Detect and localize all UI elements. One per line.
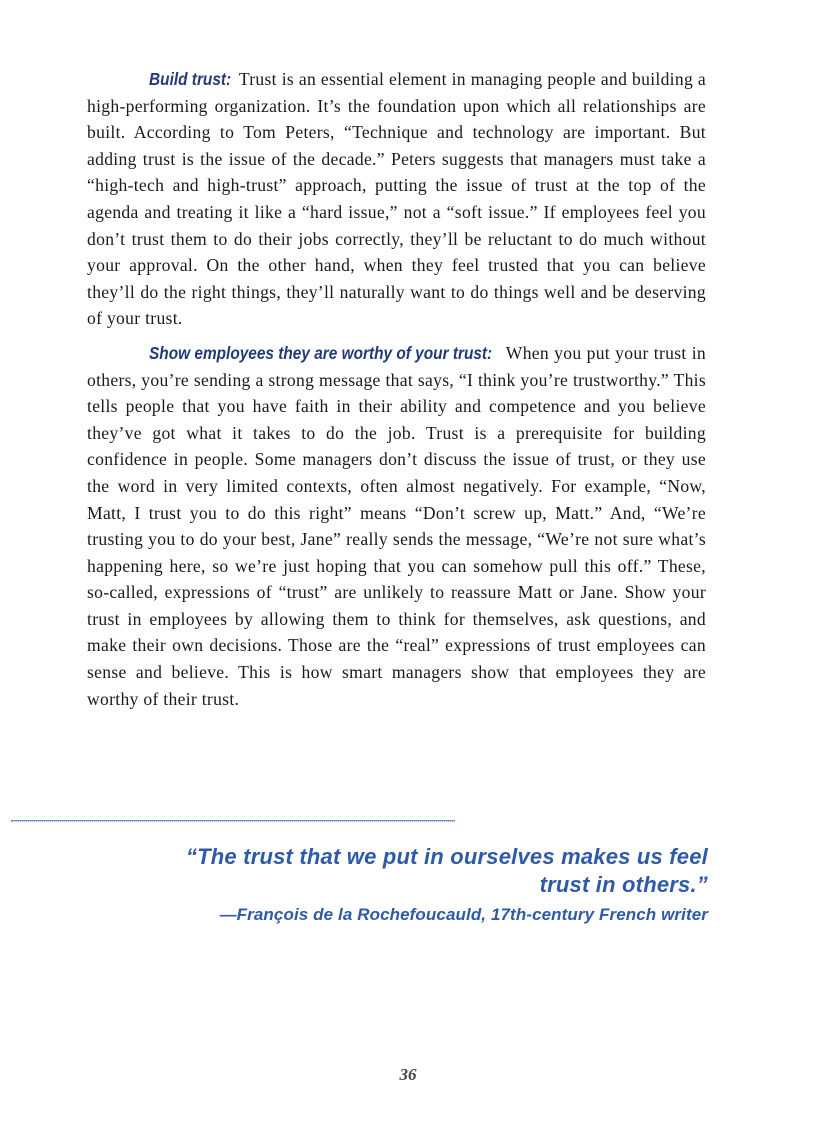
paragraph-text-build-trust: Trust is an essential element in managing people and building a high-performing organization. It’s the foundation upon which all relationships are built. According to Tom Peters, “Technique and technology are important. But adding trust is the issue of the decade.” Peters suggests that managers must take a “high-tech and high-trust” approach, putting the issue of trust at the top of the agenda and treating it like a “hard issue,” not a “soft issue.” If employees feel you don’t trust them to do their jobs correctly, they’ll be reluctant to do much without your approval. On the other hand, when they feel trusted that you can believe they’ll do the right things, they’ll naturally want to do things well and be deserving of your trust. <box>87 69 706 329</box>
page-body <box>87 66 706 720</box>
paragraph-lead-show-worthy: Show employees they are worthy of your trust: <box>149 342 493 363</box>
page-number: 36 <box>399 1065 417 1084</box>
divider-rule <box>11 820 455 822</box>
quote-line-2: trust in others.” <box>539 872 708 897</box>
paragraph-build-trust <box>87 66 706 332</box>
paragraph-lead-build-trust: Build trust: <box>149 69 232 89</box>
pull-quote <box>148 843 708 927</box>
quote-line-1: “The trust that we put in ourselves makes us feel <box>185 844 708 869</box>
quote-attribution: —François de la Rochefoucauld, 17th-century French writer <box>219 905 708 924</box>
paragraph-text-show-worthy: When you put your trust in others, you’re sending a strong message that says, “I think you’re trustworthy.” This tells people that you have faith in their ability and competence and you believe they’ve got what it takes to do the job. Trust is a prerequisite for building confidence in people. Some managers don’t discuss the issue of trust, or they use the word in very limited contexts, often almost negatively. For example, “Now, Matt, I trust you to do this right” means “Don’t screw up, Matt.” And, “We’re trusting you to do your best, Jane” really sends the message, “We’re not sure what’s happening here, so we’re just hoping that you can somehow pull this off.” These, so-called, expressions of “trust” are unlikely to reassure Matt or Jane. Show your trust in employees by allowing them to think for themselves, ask questions, and make their own decisions. Those are the “real” expressions of trust employees can sense and believe. This is how smart managers show that employees they are worthy of their trust. <box>87 342 706 709</box>
paragraph-show-worthy <box>87 340 706 712</box>
